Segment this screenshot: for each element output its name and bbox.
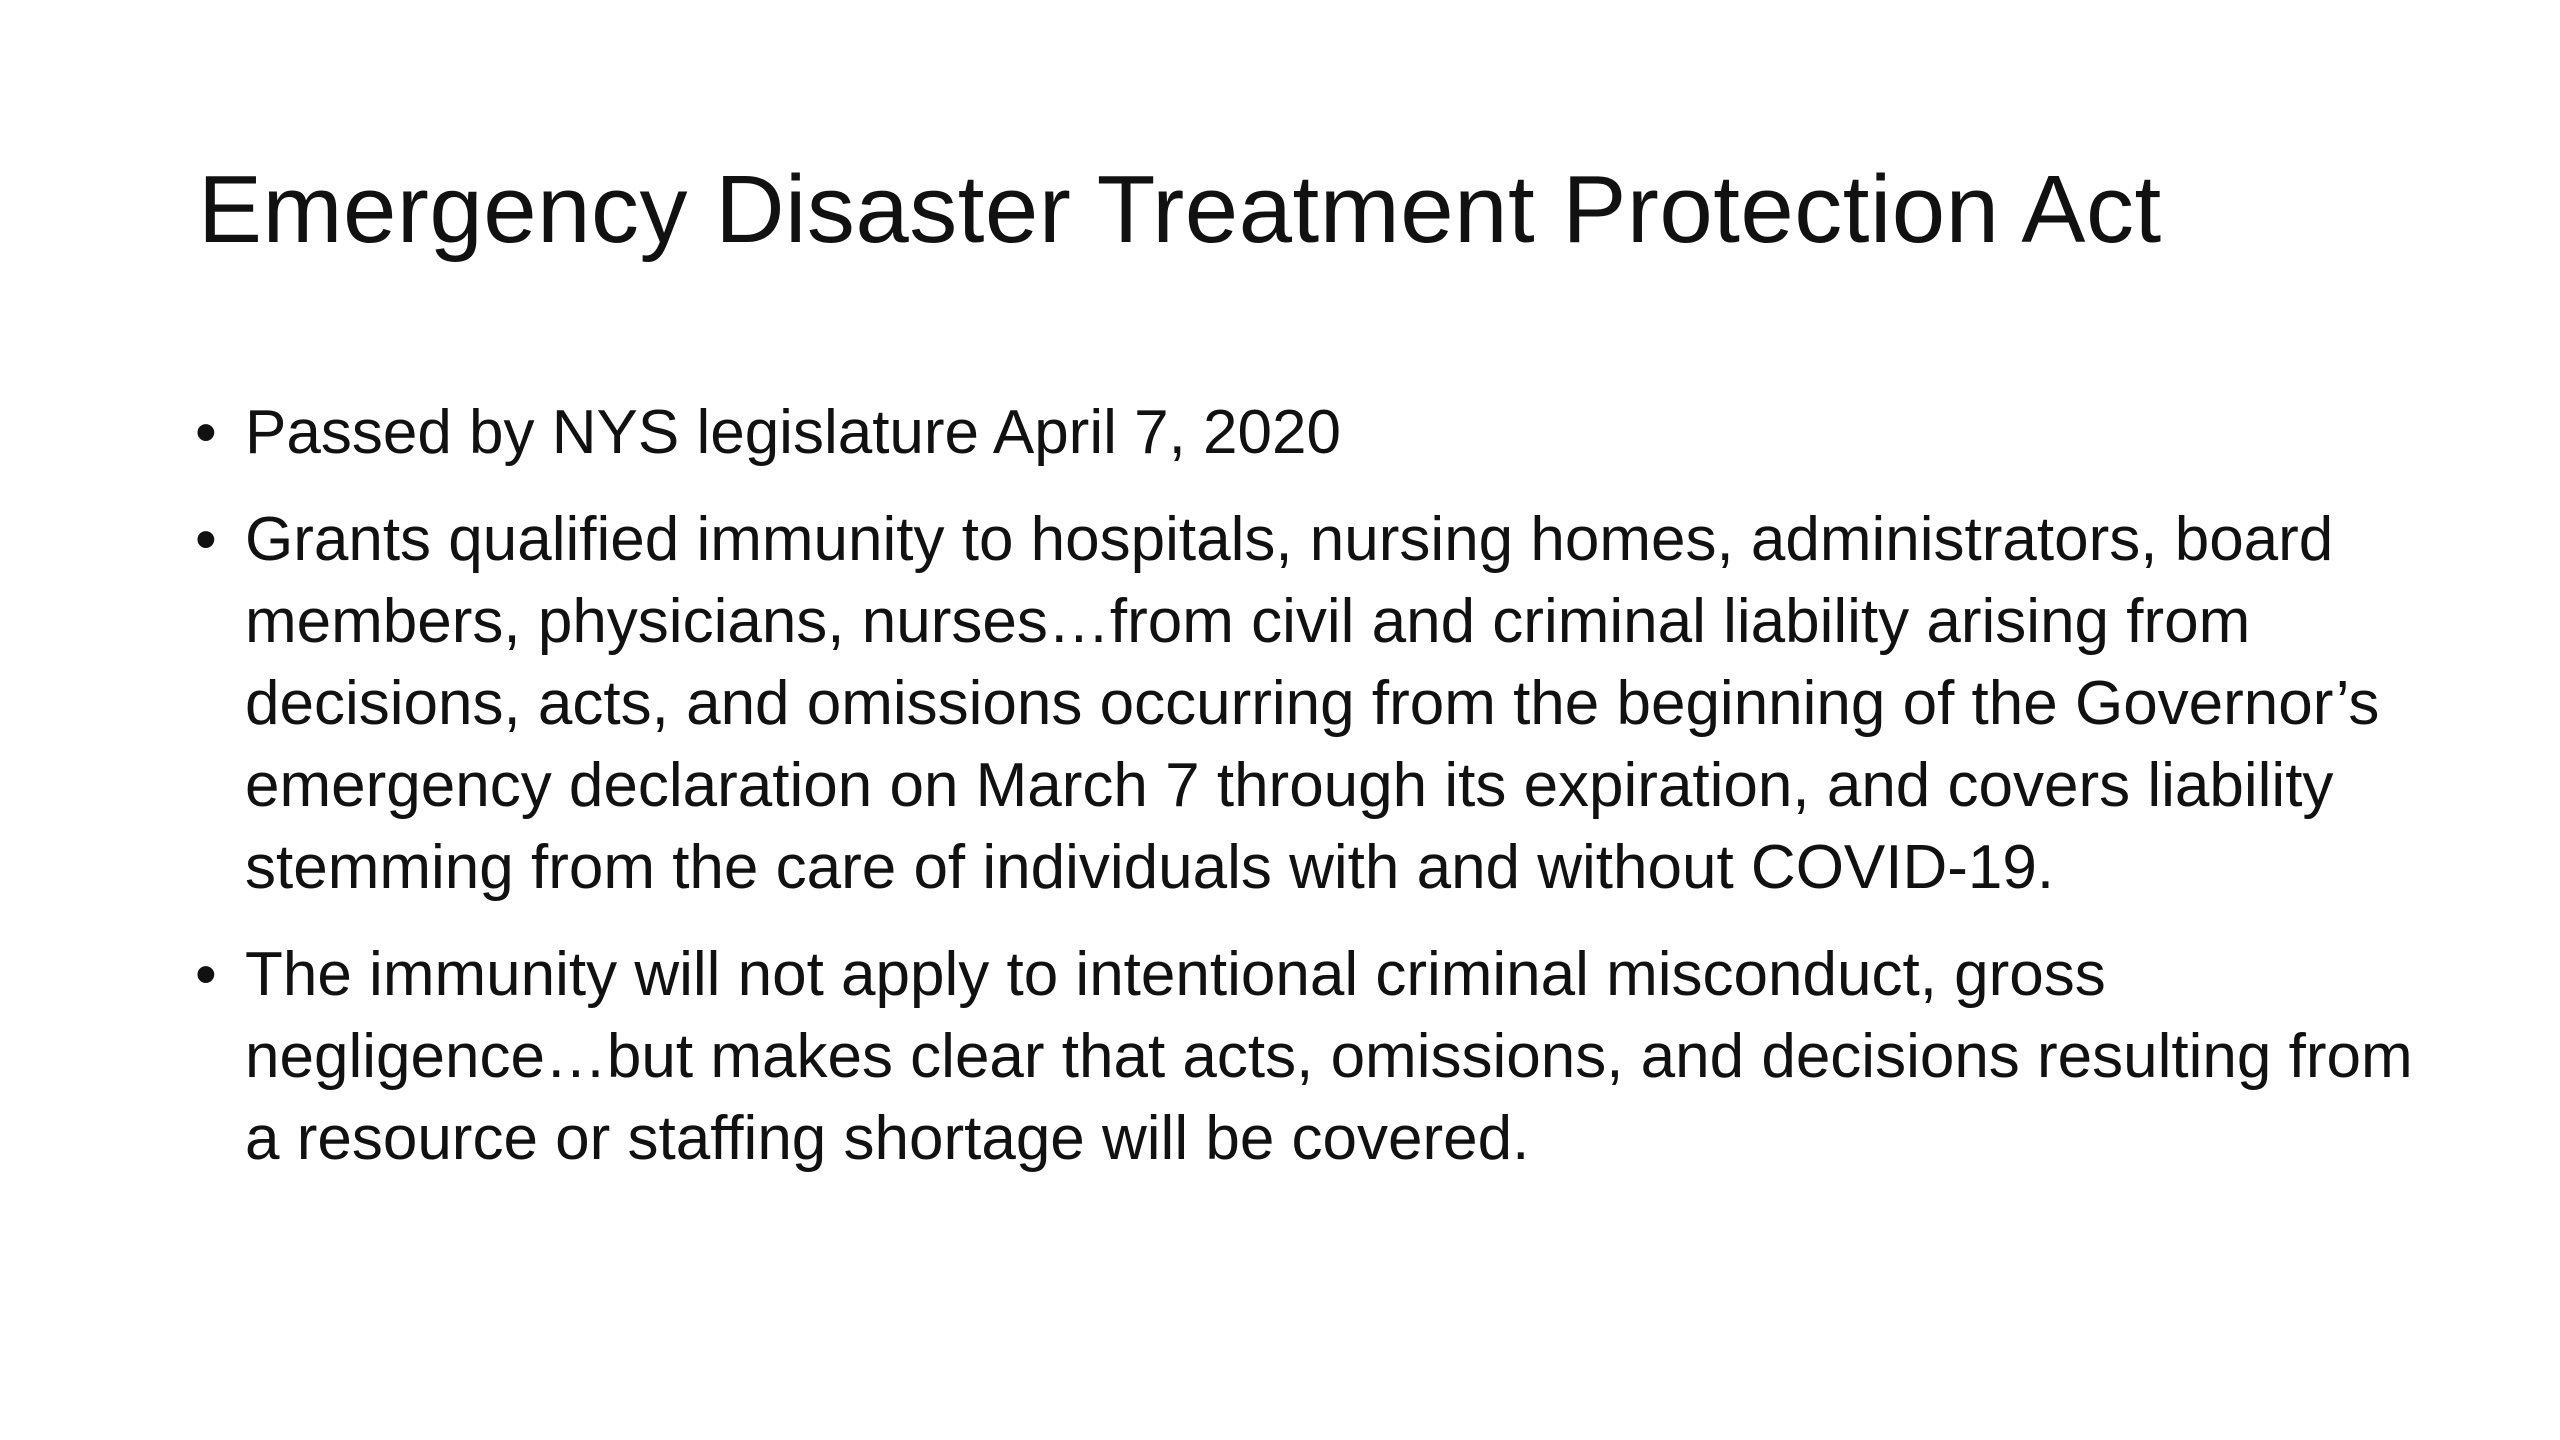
bullet-icon: • (195, 505, 217, 574)
bullet-item (195, 392, 2425, 474)
bullet-item (195, 499, 2425, 909)
bullet-icon: • (195, 940, 217, 1009)
bullet-icon: • (195, 398, 217, 467)
bullet-list (195, 392, 2425, 1205)
bullet-text: Grants qualified immunity to hospitals, nursing homes, administrators, board members, physicians, nurses…from civil and criminal liability arising from decisions, acts, and omissions occurring from the beginning of the Governor’s emergency declaration on March 7 through its expiration, and covers liability stemming from the care of individuals with and without COVID-19. (245, 505, 2380, 902)
bullet-item (195, 934, 2425, 1180)
bullet-text: The immunity will not apply to intentional criminal misconduct, gross negligence…but makes clear that acts, omissions, and decisions resulting from a resource or staffing shortage will be covered. (245, 940, 2413, 1173)
bullet-text: Passed by NYS legislature April 7, 2020 (245, 398, 1341, 467)
slide-title: Emergency Disaster Treatment Protection Act (198, 156, 2162, 263)
